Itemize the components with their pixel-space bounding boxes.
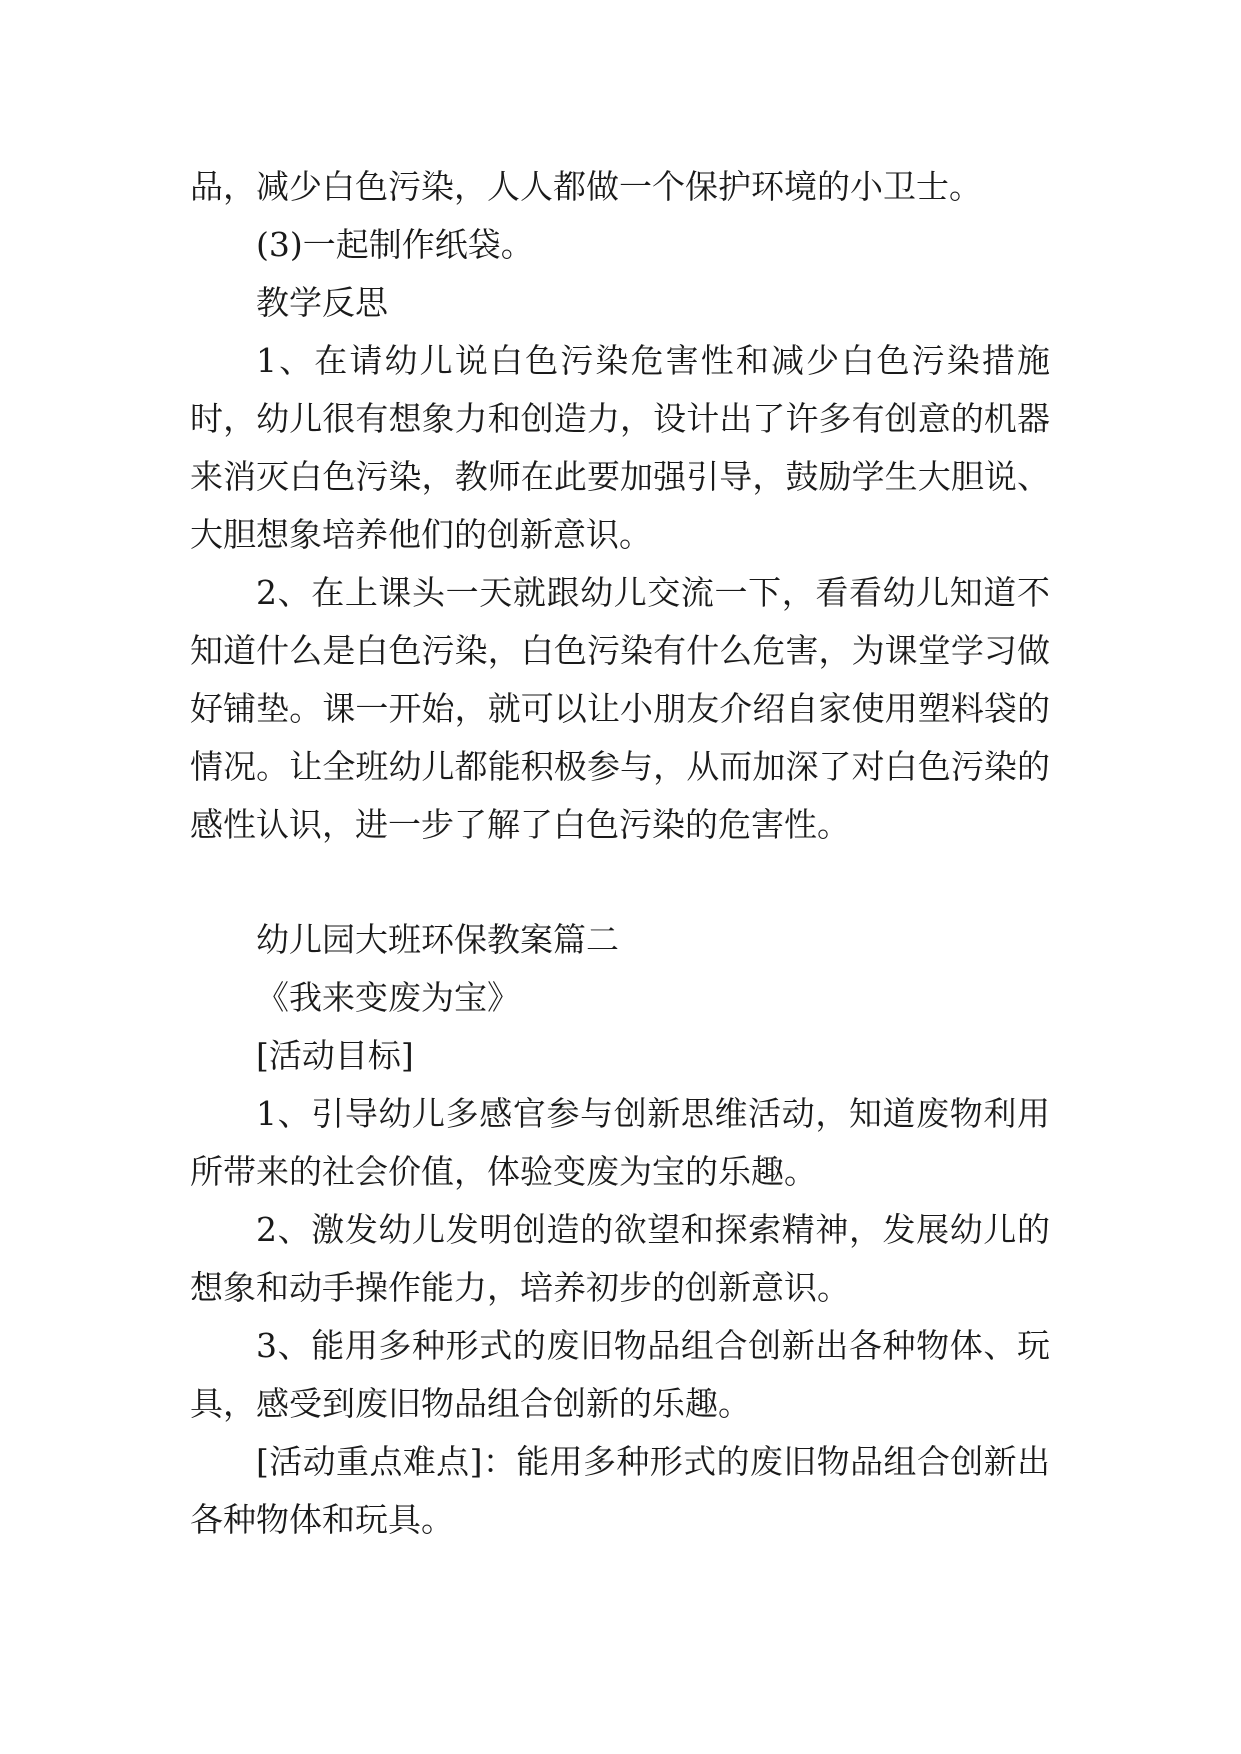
section-heading-lesson-2: 幼儿园大班环保教案篇二 [256, 920, 619, 959]
paragraph-reflection-1: 1、在请幼儿说白色污染危害性和减少白色污染措施时，幼儿很有想象力和创造力，设计出了许多有创意的机器来消灭白色污染，教师在此要加强引导，鼓励学生大胆说、大胆想象培养他们的创新意识。 [190, 341, 1050, 554]
document-body [190, 158, 1050, 1549]
paragraph-intro-continuation: 品，减少白色污染，人人都做一个保护环境的小卫士。 [190, 167, 982, 206]
paragraph-step-3: (3)一起制作纸袋。 [256, 225, 534, 264]
section-heading-goals: [活动目标] [256, 1036, 414, 1075]
lesson-title: 《我来变废为宝》 [256, 978, 520, 1017]
paragraph-reflection-2: 2、在上课头一天就跟幼儿交流一下，看看幼儿知道不知道什么是白色污染，白色污染有什么危害，为课堂学习做好铺垫。课一开始，就可以让小朋友介绍自家使用塑料袋的情况。让全班幼儿都能积极参与，从而加深了对白色污染的感性认识，进一步了解了白色污染的危害性。 [190, 573, 1050, 844]
paragraph-key-points: [活动重点难点]：能用多种形式的废旧物品组合创新出各种物体和玩具。 [190, 1442, 1050, 1539]
goal-item-3: 3、能用多种形式的废旧物品组合创新出各种物体、玩具，感受到废旧物品组合创新的乐趣。 [190, 1326, 1050, 1423]
section-heading-reflection: 教学反思 [256, 283, 388, 322]
paragraph-gap [190, 854, 1050, 911]
goal-item-2: 2、激发幼儿发明创造的欲望和探索精神，发展幼儿的想象和动手操作能力，培养初步的创新意识。 [190, 1210, 1050, 1307]
goal-item-1: 1、引导幼儿多感官参与创新思维活动，知道废物利用所带来的社会价值，体验变废为宝的乐趣。 [190, 1094, 1050, 1191]
